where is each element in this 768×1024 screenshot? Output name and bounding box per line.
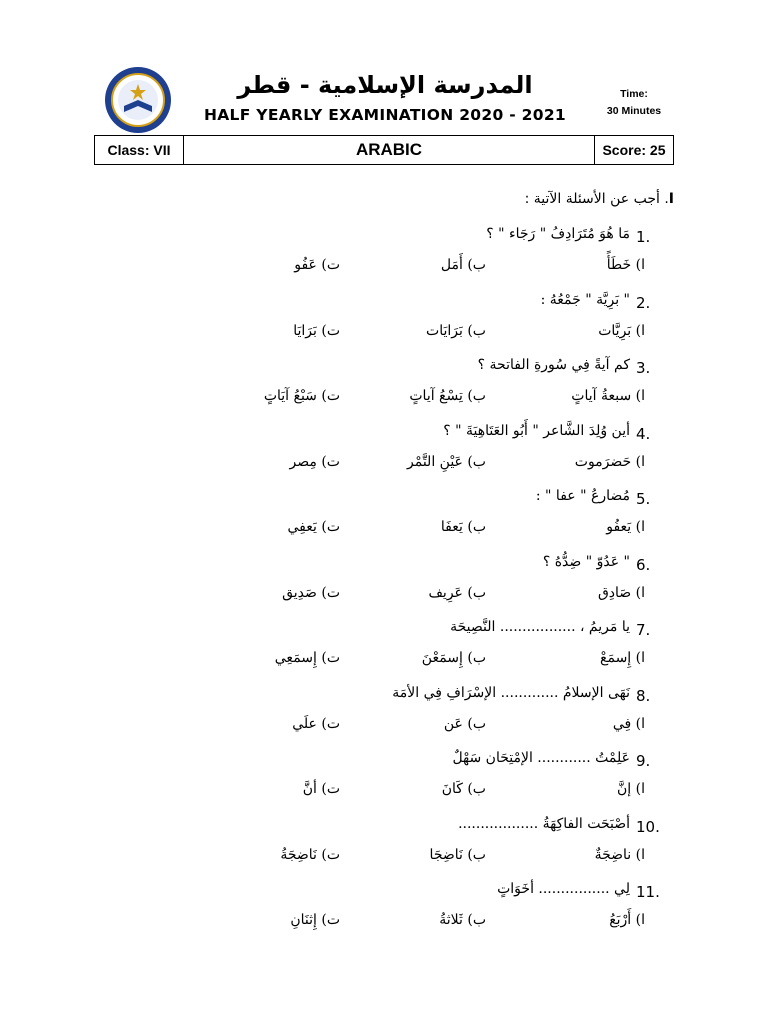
option-ba: ب) عَيْنِ التَّمْر <box>407 453 486 470</box>
option-ta: ت) بَرَايَا <box>293 322 340 339</box>
question-text: عَلِمْتُ ............ الإمْتِحَان سَهْلٌ <box>452 750 630 766</box>
option-ta: ت) نَاضِجَةُ <box>280 846 340 863</box>
question-number: 5. <box>636 490 651 508</box>
time-label: Time: <box>620 88 648 100</box>
question-number: 6. <box>636 555 651 574</box>
option-ba: ب) ثَلاثةُ <box>439 912 486 928</box>
school-crest-icon <box>104 66 172 134</box>
option-ta: ت) يَعفِي <box>287 519 340 535</box>
option-alif: ا) خَطَأً <box>606 257 645 273</box>
option-alif: ا) إِسمَعْ <box>600 650 645 666</box>
section-instruction-text: . أجب عن الأسئلة الآتية : <box>524 191 669 207</box>
question-text: مُضارعُ " عفا " : <box>535 488 630 504</box>
question-text: أصْبَحَت الفاكِهَةُ .................. <box>458 815 630 832</box>
option-ta: ت) إِسمَعِي <box>274 650 340 666</box>
option-alif: ا) أَرْبَعُ <box>609 912 645 928</box>
option-ba: ب) نَاضِجَا <box>429 846 486 863</box>
section-roman-numeral: I <box>668 191 674 207</box>
question-number: 9. <box>636 752 651 770</box>
option-ta: ت) عَفُو <box>294 257 340 273</box>
option-ta: ت) علَي <box>292 715 340 732</box>
question-text: أين وُلِدَ الشَّاعر " أَبُو العَتَاهِيَةَ " ؟ <box>443 422 630 439</box>
option-alif: ا) ناضِجَةٌ <box>594 846 645 863</box>
option-alif: ا) إنَّ <box>617 781 645 797</box>
option-alif: ا) صَادِق <box>597 584 645 601</box>
time-block <box>596 86 672 120</box>
question-text: لِي ................ أخَوَاتٍ <box>497 881 630 897</box>
exam-title: HALF YEARLY EXAMINATION 2020 - 2021 <box>203 106 567 124</box>
option-alif: ا) فِي <box>612 715 645 732</box>
option-ba: ب) عَرِيف <box>428 584 486 601</box>
option-alif: ا) بَرِيَّات <box>598 322 645 339</box>
school-name: المدرسة الإسلامية - قطر <box>237 71 533 99</box>
question-number: 7. <box>636 621 651 639</box>
option-ta: ت) إِثنَانِ <box>290 912 340 928</box>
option-ta: ت) أنَّ <box>302 781 340 797</box>
option-ta: ت) مِصر <box>289 453 340 470</box>
option-ta: ت) صَدِيق <box>282 584 340 601</box>
section-instruction <box>525 191 674 207</box>
option-ba: ب) يَعفَا <box>440 519 486 535</box>
score-cell: Score: 25 <box>594 136 673 164</box>
option-ba: ب) تِسْعُ آياتٍ <box>409 388 486 404</box>
question-number: 8. <box>636 686 651 705</box>
question-number: 11. <box>636 883 660 901</box>
question-text: " عَدُوّ " ضِدُّهُ ؟ <box>542 553 630 570</box>
question-number: 4. <box>636 424 651 443</box>
option-alif: ا) سبعةُ آياتٍ <box>571 388 645 404</box>
question-number: 2. <box>636 293 651 312</box>
question-text: مَا هُوَ مُتَرَادِفُ " رَجَاء " ؟ <box>486 226 630 242</box>
question-number: 1. <box>636 228 651 246</box>
subject-cell: ARABIC <box>355 140 423 159</box>
question-text: كم آيةً فِي سُورةِ الفاتحة ؟ <box>477 357 630 373</box>
question-text: يا مَريمُ ، ................. النَّصِيحَة <box>450 619 630 635</box>
question-number: 10. <box>636 817 660 836</box>
option-ta: ت) سَبْعُ آيَاتٍ <box>263 388 340 404</box>
question-number: 3. <box>636 359 651 377</box>
question-text: نَهَى الإسلامُ ............. الإسْرَافِ فِي الأمَة <box>392 684 630 701</box>
exam-info-table <box>94 135 674 165</box>
option-ba: ب) أَمَل <box>440 257 486 273</box>
option-alif: ا) يَعفُو <box>606 519 645 535</box>
option-ba: ب) بَرَايَات <box>426 322 486 339</box>
option-ba: ب) عَن <box>443 715 486 732</box>
option-ba: ب) كَانَ <box>441 781 486 797</box>
option-ba: ب) إِسمَعْنَ <box>421 650 486 666</box>
option-alif: ا) حَضرَموت <box>574 453 645 470</box>
class-cell: Class: VII <box>95 136 184 164</box>
time-value: 30 Minutes <box>606 105 662 117</box>
question-text: " بَرِيَّة " جَمْعُهُ : <box>540 291 630 308</box>
